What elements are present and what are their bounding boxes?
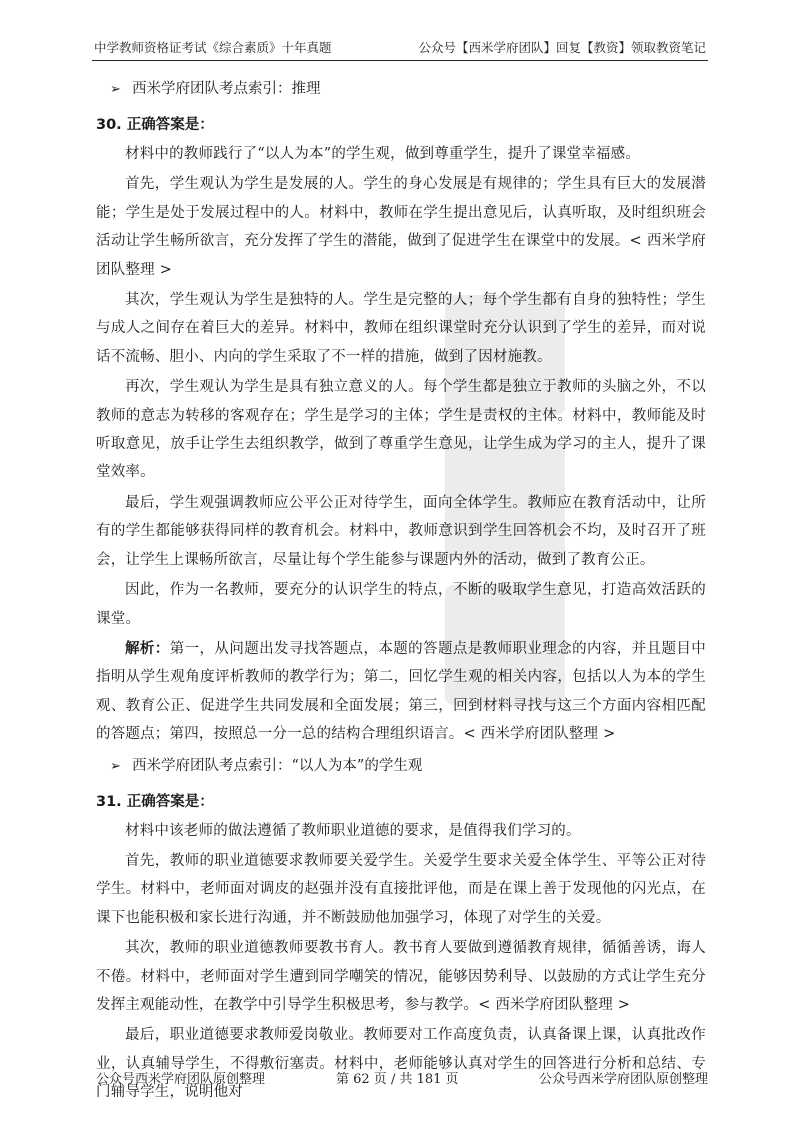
index-text: 西米学府团队考点索引：推理: [132, 81, 321, 97]
arrow-icon: ➢: [110, 82, 121, 97]
paragraph: 最后，职业道德要求教师爱岗敬业。教师要对工作高度负责，认真备课上课，认真批改作业，认真辅导学生，不得敷衍塞责。材料中，老师能够认真对学生的回答进行分析和总结、专门辅导学生，说明他对: [96, 1027, 706, 1101]
page-header: [94, 38, 706, 56]
paragraph: 最后，学生观强调教师应公平公正对待学生，面向全体学生。教师应在教育活动中，让所有的学生都能够获得同样的教育机会。材料中，教师意识到学生回答机会不均，及时召开了班会，让学生上课畅所欲言，尽量让每个学生能参与课题内外的活动，做到了教育公正。: [96, 494, 706, 568]
analysis-label: 解析：: [125, 639, 170, 657]
question-30-heading: 30. 正确答案是：: [96, 117, 214, 133]
q30-index-line: [96, 751, 706, 781]
question-31-heading: 31. 正确答案是：: [96, 793, 214, 810]
page-content: [96, 74, 706, 1109]
page-footer: [96, 1068, 708, 1087]
footer-right: 公众号西米学府团队原创整理: [538, 1072, 708, 1087]
paragraph: 材料中该老师的做法遵循了教师职业道德的要求，是值得我们学习的。: [125, 822, 581, 839]
paragraph: 其次，学生观认为学生是独特的人。学生是完整的人；每个学生都有自身的独特性；学生与成人之间存在着巨大的差异。材料中，教师在组织课堂时充分认识到了学生的差异，而对说话不流畅、胆小、内向的学生采取了不一样的措施，做到了因材施教。: [96, 292, 706, 365]
paragraph: 再次，学生观认为学生是具有独立意义的人。每个学生都是独立于教师的头脑之外，不以教师的意志为转移的客观存在；学生是学习的主体；学生是责权的主体。材料中，教师能及时听取意见，放手让学生去组织教学，做到了尊重学生意见，让学生成为学习的主人，提升了课堂效率。: [96, 379, 706, 481]
paragraph: 因此，作为一名教师，要充分的认识学生的特点，不断的吸取学生意见，打造高效活跃的课堂。: [96, 582, 706, 627]
header-left-title: 中学教师资格证考试《综合素质》十年真题: [94, 40, 332, 55]
arrow-icon: ➢: [110, 758, 121, 774]
paragraph: 材料中的教师践行了“以人为本”的学生观，做到尊重学生，提升了课堂幸福感。: [125, 146, 641, 162]
paragraph: 首先，教师的职业道德要求教师要关爱学生。关爱学生要求关爱全体学生、平等公正对待学生。材料中，老师面对调皮的赵强并没有直接批评他，而是在课上善于发现他的闪光点，在课下也能积极和家长进行沟通，并不断鼓励他加强学习，体现了对学生的关爱。: [96, 852, 706, 926]
index-text: 西米学府团队考点索引：“以人为本”的学生观: [132, 757, 423, 774]
top-index-line: [96, 74, 706, 104]
analysis-text: 第一，从问题出发寻找答题点，本题的答题点是教师职业理念的内容，并且题目中指明从学生观角度评析教师的教学行为；第二，回忆学生观的相关内容，包括以人为本的学生观、教育公正、促进学生共同发展和全面发展；第三，回到材料寻找与这三个方面内容相匹配的答题点；第四，按照总一分一总的结构合理组织语言。< 西米学府团队整理 >: [96, 640, 706, 743]
paragraph: 其次，教师的职业道德教师要教书育人。教书育人要做到遵循教育规律，循循善诱，诲人不倦。材料中，老师面对学生遭到同学嘲笑的情况，能够因势利导、以鼓励的方式让学生充分发挥主观能动性，在教学中引导学生积极思考，参与教学。< 西米学府团队整理 >: [96, 940, 706, 1013]
page-number: 第 62 页 / 共 181 页: [336, 1072, 459, 1087]
header-rule: [92, 60, 708, 61]
header-right-note: 公众号【西米学府团队】回复【教资】领取教资笔记: [418, 40, 706, 55]
analysis-paragraph: [96, 635, 706, 749]
footer-left: 公众号西米学府团队原创整理: [96, 1072, 266, 1087]
paragraph: 首先，学生观认为学生是发展的人。学生的身心发展是有规律的；学生具有巨大的发展潜能；学生是处于发展过程中的人。材料中，教师在学生提出意见后，认真听取，及时组织班会活动让学生畅所欲言，充分发挥了学生的潜能，做到了促进学生在课堂中的发展。< 西米学府团队整理 >: [96, 176, 706, 278]
